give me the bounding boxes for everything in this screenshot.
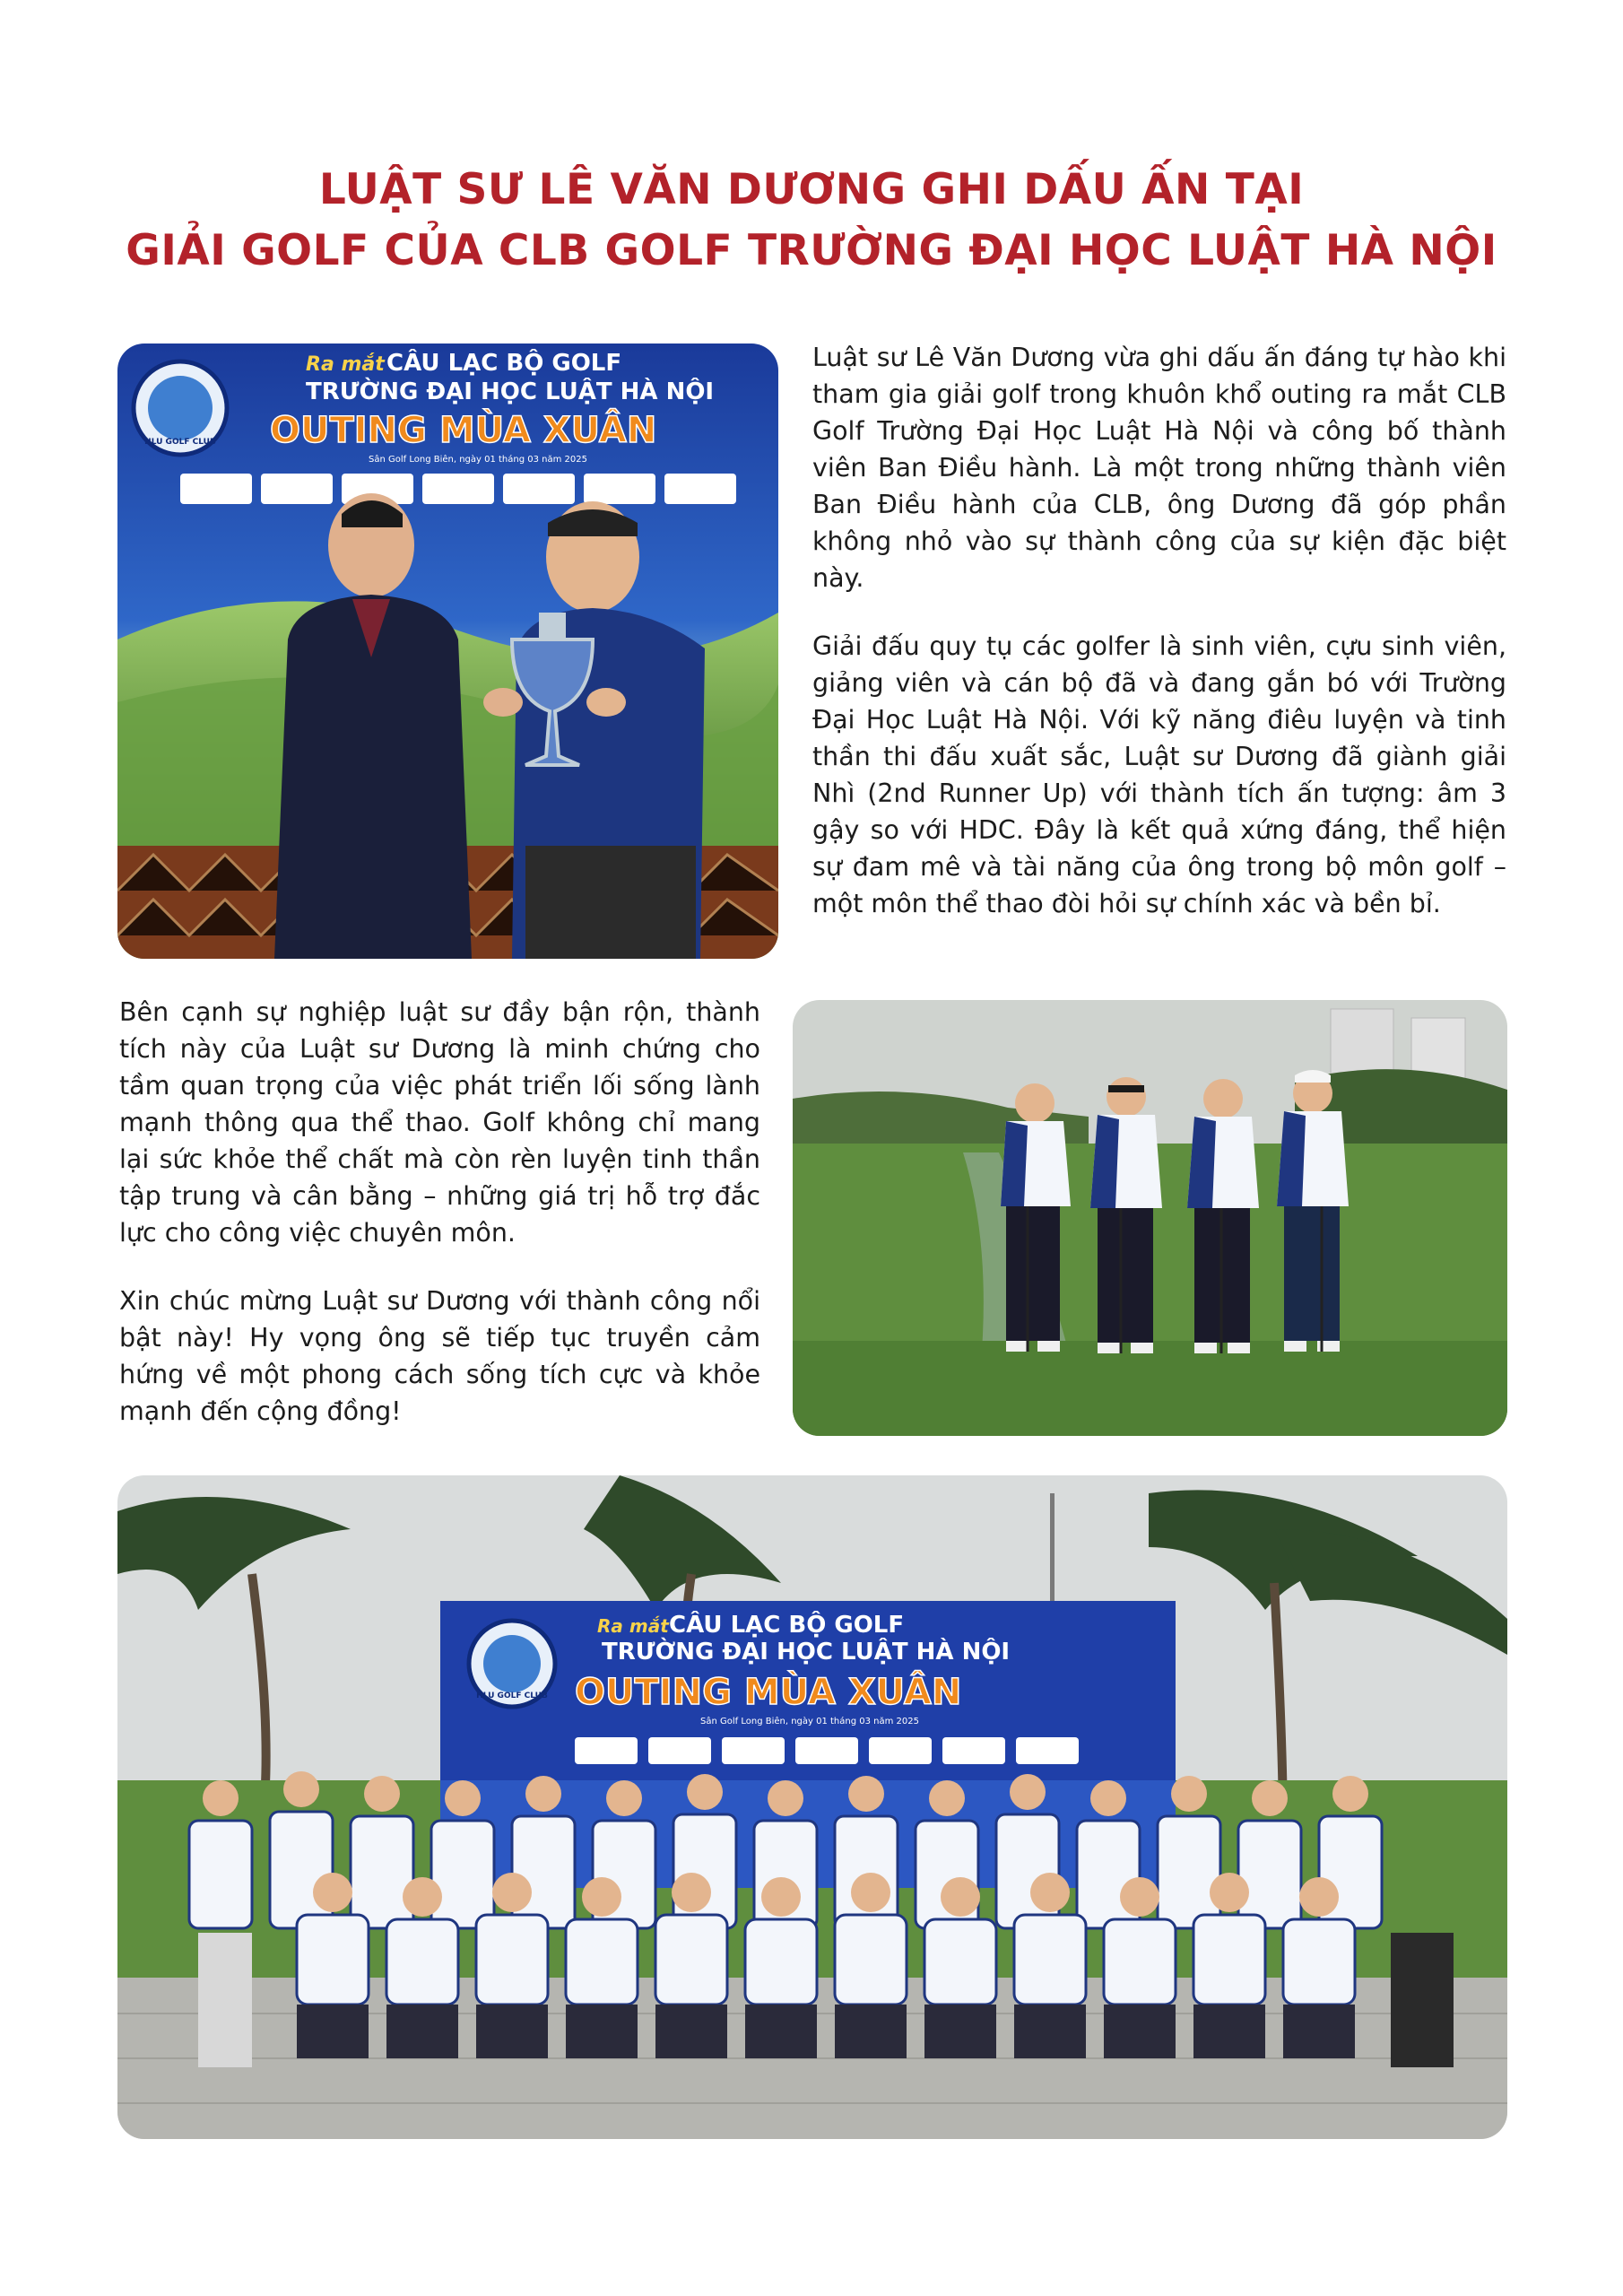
group-photo-club-1: CÂU LẠC BỘ GOLF	[669, 1612, 905, 1639]
trophy-photo-club-2: TRƯỜNG ĐẠI HỌC LUẬT HÀ NỘI	[306, 378, 715, 405]
four-golfers-photo	[793, 1000, 1507, 1436]
congratulations-paragraph: Xin chúc mừng Luật sư Dương với thành công nổi bật này! Hy vọng ông sẽ tiếp tục truyền cảm hứng về một phong cách sống tích cực và khỏe mạnh đến cộng đồng!	[119, 1286, 760, 1426]
page-title	[0, 160, 1623, 282]
group-photo-logo-text: HLU GOLF CLUB	[476, 1692, 548, 1700]
tournament-paragraph: Giải đấu quy tụ các golfer là sinh viên, cựu sinh viên, giảng viên và cán bộ đã và đang gắn bó với Trường Đại Học Luật Hà Nội. Với kỹ năng điêu luyện và tinh thần thi đấu xuất sắc, Luật sư Dương đã giành giải Nhì (2nd Runner Up) với thành tích ấn tượng: âm 3 gậy so với HDC. Đây là kết quả xứng đáng, thể hiện sự đam mê và tài năng của ông trong bộ môn golf – một môn thể thao đòi hỏi sự chính xác và bền bỉ.	[812, 631, 1506, 918]
four-golfers-illustration	[793, 1000, 1507, 1436]
group-photo-event: OUTING MÙA XUÂN	[575, 1672, 962, 1713]
trophy-photo-venue: Sân Golf Long Biên, ngày 01 tháng 03 năm 2025	[369, 455, 588, 465]
group-photo-venue: Sân Golf Long Biên, ngày 01 tháng 03 năm 2025	[700, 1717, 920, 1726]
group-photo-illustration	[117, 1475, 1507, 2139]
trophy-photo-script: Ra mắt	[306, 353, 385, 376]
trophy-photo-event: OUTING MÙA XUÂN	[270, 410, 657, 451]
trophy-photo	[117, 344, 778, 959]
group-photo-club-2: TRƯỜNG ĐẠI HỌC LUẬT HÀ NỘI	[602, 1639, 1011, 1665]
trophy-photo-illustration	[117, 344, 778, 959]
group-photo	[117, 1475, 1507, 2139]
lifestyle-paragraph: Bên cạnh sự nghiệp luật sư đầy bận rộn, thành tích này của Luật sư Dương là minh chứng cho tầm quan trọng của việc phát triển lối sống lành mạnh thông qua thể thao. Golf không chỉ mang lại sức khỏe thể chất mà còn rèn luyện tinh thần tập trung và cân bằng – những giá trị hỗ trợ đắc lực cho công việc chuyên môn.	[119, 997, 760, 1248]
trophy-photo-club-1: CÂU LẠC BỘ GOLF	[386, 350, 622, 377]
title-line-1: LUẬT SƯ LÊ VĂN DƯƠNG GHI DẤU ẤN TẠI	[318, 165, 1305, 214]
trophy-photo-logo-text: HLU GOLF CLUB	[144, 438, 216, 447]
intro-paragraph: Luật sư Lê Văn Dương vừa ghi dấu ấn đáng tự hào khi tham gia giải golf trong khuôn khổ outing ra mắt CLB Golf Trường Đại Học Luật Hà Nội và công bố thành viên Ban Điều hành. Là một trong những thành viên Ban Điều hành của CLB, ông Dương đã góp phần không nhỏ vào sự thành công của sự kiện đặc biệt này.	[812, 343, 1506, 593]
title-line-2: GIẢI GOLF CỦA CLB GOLF TRƯỜNG ĐẠI HỌC LUẬT HÀ NỘI	[126, 226, 1497, 275]
group-photo-script: Ra mắt	[597, 1615, 669, 1637]
